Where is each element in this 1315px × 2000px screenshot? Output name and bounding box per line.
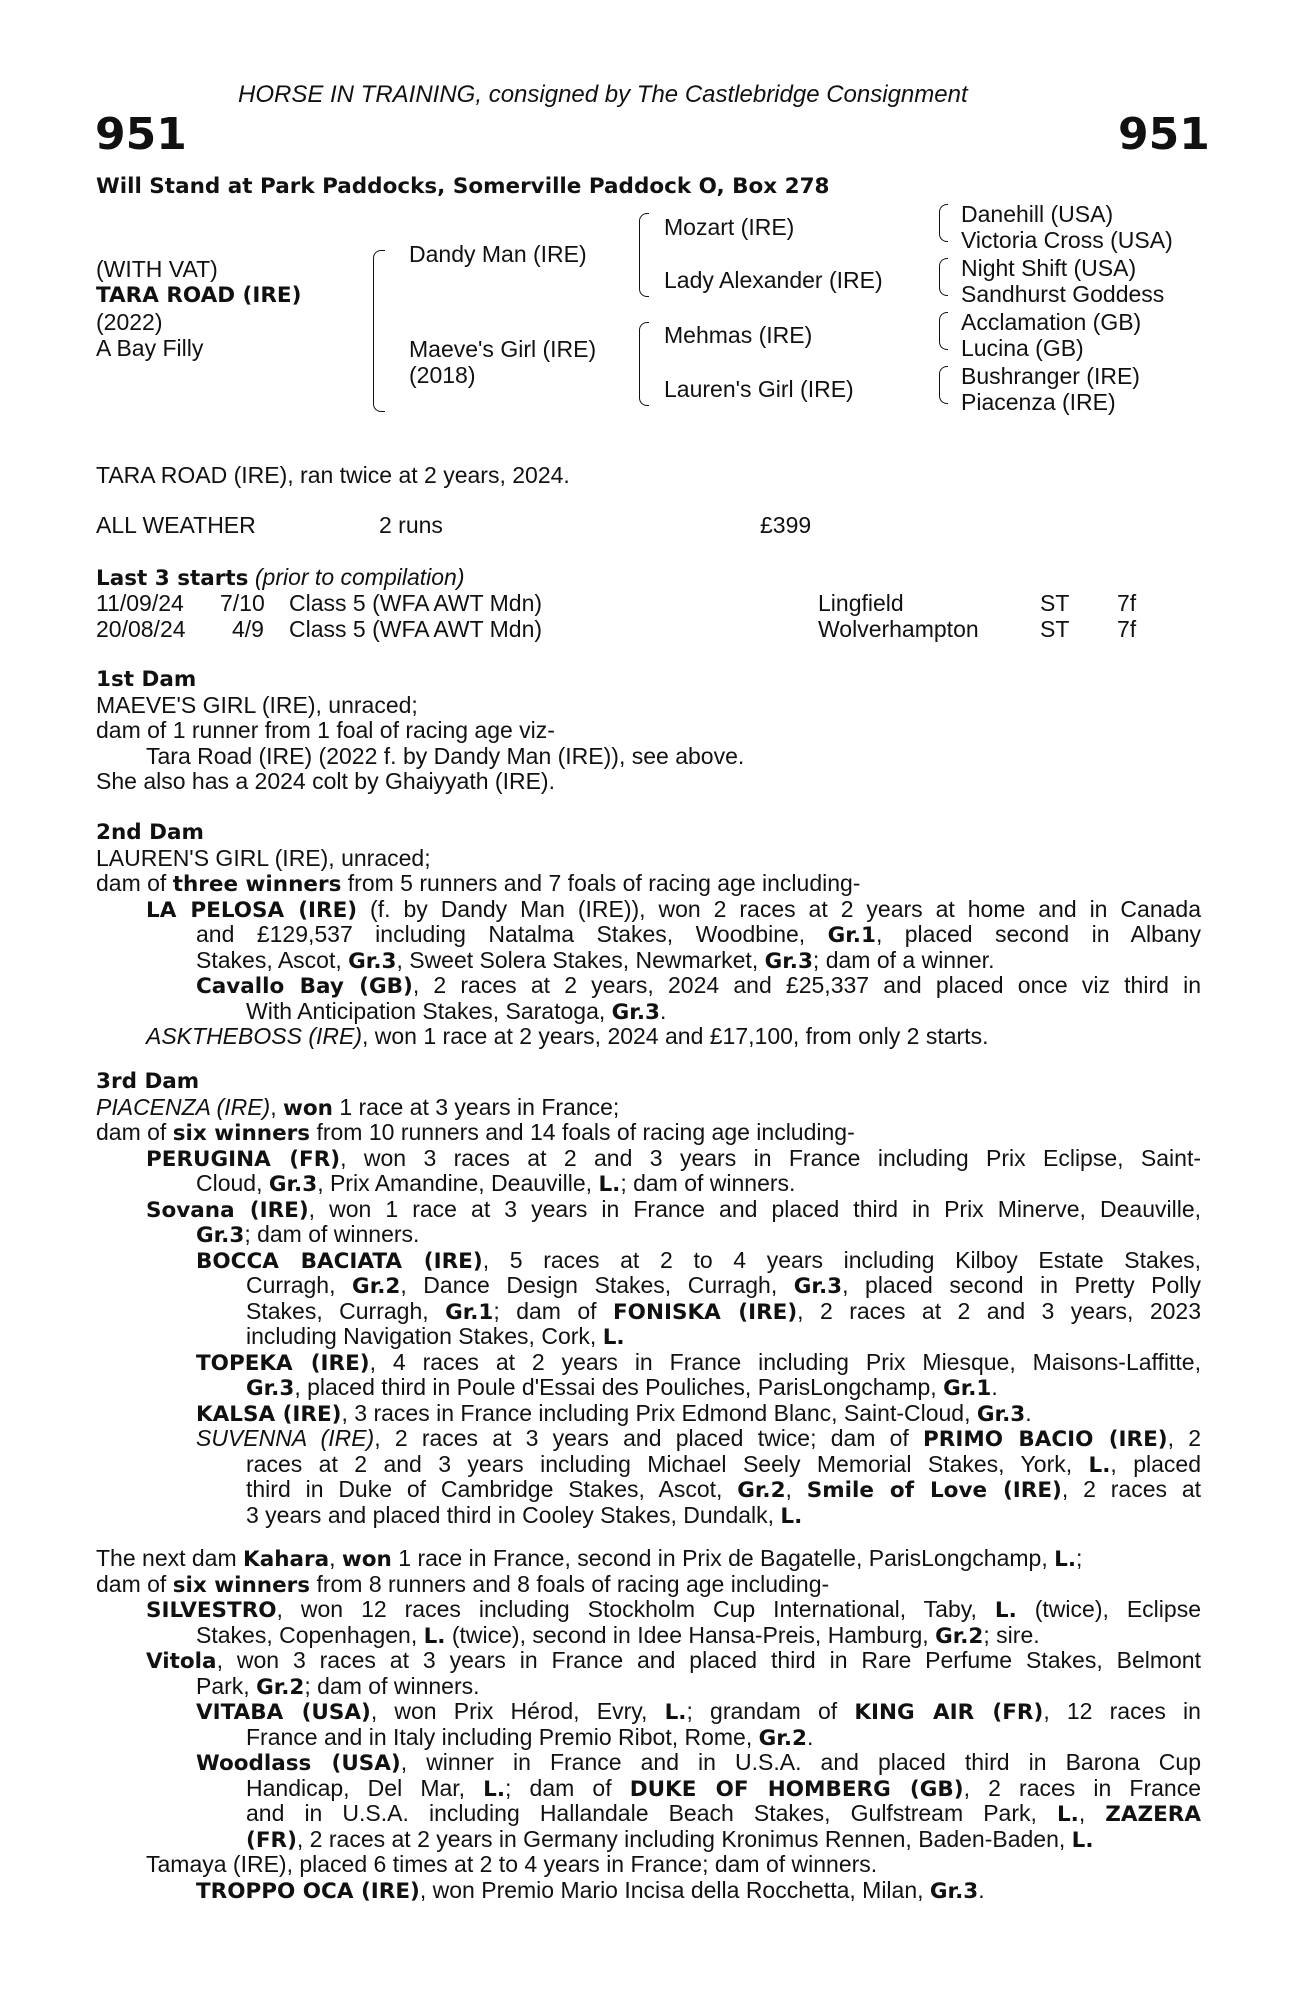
third-dam-line: third in Duke of Cambridge Stakes, Ascot, Gr.2, Smile of Love (IRE), 2 races at — [246, 1476, 1202, 1503]
next-dam-line: and in U.S.A. including Hallandale Beach Stakes, Gulfstream Park, L., ZAZERA — [246, 1800, 1201, 1827]
dam-sire: Mehmas (IRE) — [664, 322, 813, 348]
start-distance: 7f — [1117, 616, 1137, 642]
pedigree-brace-sd — [939, 258, 948, 296]
record-surface: ALL WEATHER — [96, 512, 256, 538]
second-dam-line: LA PELOSA (IRE) (f. by Dandy Man (IRE)), won 2 races at 2 years at home and in Canada — [146, 895, 1201, 923]
start-race: Class 5 (WFA AWT Mdn) — [289, 616, 543, 642]
next-dam-line: TROPPO OCA (IRE), won Premio Mario Incisa della Rocchetta, Milan, Gr.3. — [196, 1876, 985, 1904]
race-summary: TARA ROAD (IRE), ran twice at 2 years, 2024. — [96, 462, 570, 488]
next-dam-line: dam of six winners from 8 runners and 8 foals of racing age including- — [96, 1570, 830, 1598]
third-dam-heading: 3rd Dam — [96, 1069, 200, 1094]
third-dam-line: Gr.3; dam of winners. — [196, 1221, 420, 1248]
start-surface: ST — [1040, 590, 1070, 616]
start-date: 11/09/24 — [96, 590, 184, 616]
first-dam-heading: 1st Dam — [96, 667, 197, 692]
stand-location: Will Stand at Park Paddocks, Somerville Paddock O, Box 278 — [96, 174, 830, 199]
record-runs: 2 runs — [379, 512, 443, 538]
next-dam-line: The next dam Kahara, won 1 race in France, second in Prix de Bagatelle, ParisLongchamp, L.; — [96, 1545, 1083, 1572]
third-dam-line: dam of six winners from 10 runners and 14 foals of racing age including- — [96, 1119, 855, 1146]
last-starts-heading: Last 3 starts — [96, 566, 249, 591]
second-dam-line: and £129,537 including Natalma Stakes, Woodbine, Gr.1, placed second in Albany — [196, 921, 1201, 948]
dam-dam: Lauren's Girl (IRE) — [664, 376, 854, 402]
third-dam-line: PERUGINA (FR), won 3 races at 2 and 3 years in France including Prix Eclipse, Saint- — [146, 1144, 1201, 1172]
next-dam-line: Tamaya (IRE), placed 6 times at 2 to 4 years in France; dam of winners. — [146, 1851, 878, 1877]
lot-number-left: 951 — [95, 109, 187, 160]
vat-note: (WITH VAT) — [96, 256, 218, 282]
pedigree-dss: Acclamation (GB) — [961, 309, 1142, 335]
third-dam-line: TOPEKA (IRE), 4 races at 2 years in France including Prix Miesque, Maisons-Laffitte, — [196, 1348, 1201, 1376]
third-dam-line: races at 2 and 3 years including Michael Seely Memorial Stakes, York, L., placed — [246, 1450, 1201, 1478]
first-dam-line: dam of 1 runner from 1 foal of racing age viz- — [96, 717, 555, 743]
start-position: 4/9 — [232, 616, 264, 642]
sire-sire: Mozart (IRE) — [664, 214, 795, 240]
third-dam-line: KALSA (IRE), 3 races in France including Prix Edmond Blanc, Saint-Cloud, Gr.3. — [196, 1399, 1032, 1427]
third-dam-line: Cloud, Gr.3, Prix Amandine, Deauville, L.; dam of winners. — [196, 1170, 796, 1197]
third-dam-line: PIACENZA (IRE), won 1 race at 3 years in France; — [96, 1093, 620, 1121]
pedigree-dds: Bushranger (IRE) — [961, 363, 1140, 389]
start-race: Class 5 (WFA AWT Mdn) — [289, 590, 543, 616]
pedigree-ddd: Piacenza (IRE) — [961, 389, 1116, 415]
third-dam-line: Gr.3, placed third in Poule d'Essai des Pouliches, ParisLongchamp, Gr.1. — [246, 1374, 998, 1401]
second-dam-line: LAUREN'S GIRL (IRE), unraced; — [96, 844, 431, 871]
next-dam-line: Vitola, won 3 races at 3 years in France and placed third in Rare Perfume Stakes, Belmont — [146, 1647, 1201, 1674]
start-surface: ST — [1040, 616, 1070, 642]
first-dam-section — [96, 667, 1201, 795]
second-dam-line: dam of three winners from 5 runners and 7 foals of racing age including- — [96, 870, 861, 897]
horse-description: A Bay Filly — [96, 335, 204, 361]
start-course: Lingfield — [818, 590, 904, 616]
start-position: 7/10 — [220, 590, 265, 616]
pedigree-brace-sire — [639, 213, 649, 297]
sire-dam: Lady Alexander (IRE) — [664, 267, 883, 293]
first-dam-line: MAEVE'S GIRL (IRE), unraced; — [96, 691, 418, 718]
start-date: 20/08/24 — [96, 616, 186, 642]
last-starts-note: (prior to compilation) — [254, 564, 465, 590]
next-dam-line: Woodlass (USA), winner in France and in U.S.A. and placed third in Barona Cup — [196, 1749, 1201, 1776]
next-dam-line: France and in Italy including Premio Ribot, Rome, Gr.2. — [246, 1723, 814, 1751]
pedigree-sss: Danehill (USA) — [961, 201, 1114, 227]
first-dam-line: Tara Road (IRE) (2022 f. by Dandy Man (IRE)), see above. — [146, 742, 745, 769]
pedigree-brace-dd — [939, 366, 948, 404]
second-dam-heading: 2nd Dam — [96, 820, 204, 845]
third-dam-line: Stakes, Curragh, Gr.1; dam of FONISKA (IRE), 2 races at 2 and 3 years, 2023 — [246, 1297, 1202, 1325]
lot-number-right: 951 — [1118, 109, 1210, 160]
first-dam-line: She also has a 2024 colt by Ghaiyyath (IRE). — [96, 768, 555, 794]
third-dam-line: Sovana (IRE), won 1 race at 3 years in France and placed third in Prix Minerve, Deauville, — [146, 1195, 1201, 1223]
second-dam-line: ASKTHEBOSS (IRE), won 1 race at 2 years, 2024 and £17,100, from only 2 starts. — [146, 1023, 989, 1049]
record-prize: £399 — [760, 512, 812, 538]
next-dam-line: Park, Gr.2; dam of winners. — [196, 1672, 480, 1700]
second-dam-line: With Anticipation Stakes, Saratoga, Gr.3. — [246, 997, 667, 1025]
second-dam-line: Stakes, Ascot, Gr.3, Sweet Solera Stakes, Newmarket, Gr.3; dam of a winner. — [196, 946, 995, 974]
pedigree-ssd: Victoria Cross (USA) — [961, 227, 1173, 253]
dam: Maeve's Girl (IRE) — [409, 336, 597, 362]
sire: Dandy Man (IRE) — [409, 241, 587, 267]
start-distance: 7f — [1117, 590, 1137, 616]
pedigree-brace-ss — [939, 204, 948, 242]
next-dam-section — [96, 1546, 1201, 1903]
start-course: Wolverhampton — [818, 616, 979, 642]
third-dam-line: 3 years and placed third in Cooley Stakes, Dundalk, L. — [246, 1501, 803, 1529]
horse-name: TARA ROAD (IRE) — [96, 283, 302, 308]
third-dam-line: BOCCA BACIATA (IRE), 5 races at 2 to 4 years including Kilboy Estate Stakes, — [196, 1246, 1201, 1274]
second-dam-line: Cavallo Bay (GB), 2 races at 2 years, 2024 and £25,337 and placed once viz third in — [196, 972, 1201, 999]
next-dam-line: Handicap, Del Mar, L.; dam of DUKE OF HOMBERG (GB), 2 races in France — [246, 1774, 1202, 1802]
pedigree-dsd: Lucina (GB) — [961, 335, 1084, 361]
pedigree-sds: Night Shift (USA) — [961, 255, 1137, 281]
third-dam-line: including Navigation Stakes, Cork, L. — [246, 1323, 625, 1350]
catalogue-subtitle: HORSE IN TRAINING, consigned by The Castlebridge Consignment — [238, 81, 968, 108]
pedigree-sdd: Sandhurst Goddess — [961, 281, 1165, 307]
third-dam-line: SUVENNA (IRE), 2 races at 3 years and placed twice; dam of PRIMO BACIO (IRE), 2 — [196, 1425, 1202, 1452]
next-dam-line: VITABA (USA), won Prix Hérod, Evry, L.; grandam of KING AIR (FR), 12 races in — [196, 1698, 1201, 1725]
next-dam-line: SILVESTRO, won 12 races including Stockholm Cup International, Taby, L. (twice), Eclipse — [146, 1596, 1201, 1623]
next-dam-line: Stakes, Copenhagen, L. (twice), second in Idee Hansa-Preis, Hamburg, Gr.2; sire. — [196, 1621, 1040, 1649]
pedigree-brace-dam — [639, 322, 649, 406]
third-dam-section — [96, 1069, 1201, 1528]
pedigree-brace-main — [373, 250, 385, 412]
dam-year: (2018) — [409, 362, 476, 388]
horse-year: (2022) — [96, 309, 163, 335]
pedigree-brace-ds — [939, 312, 948, 350]
second-dam-section — [96, 820, 1201, 1050]
third-dam-line: Curragh, Gr.2, Dance Design Stakes, Curragh, Gr.3, placed second in Pretty Polly — [246, 1272, 1202, 1299]
next-dam-line: (FR), 2 races at 2 years in Germany including Kronimus Rennen, Baden-Baden, L. — [246, 1825, 1094, 1853]
